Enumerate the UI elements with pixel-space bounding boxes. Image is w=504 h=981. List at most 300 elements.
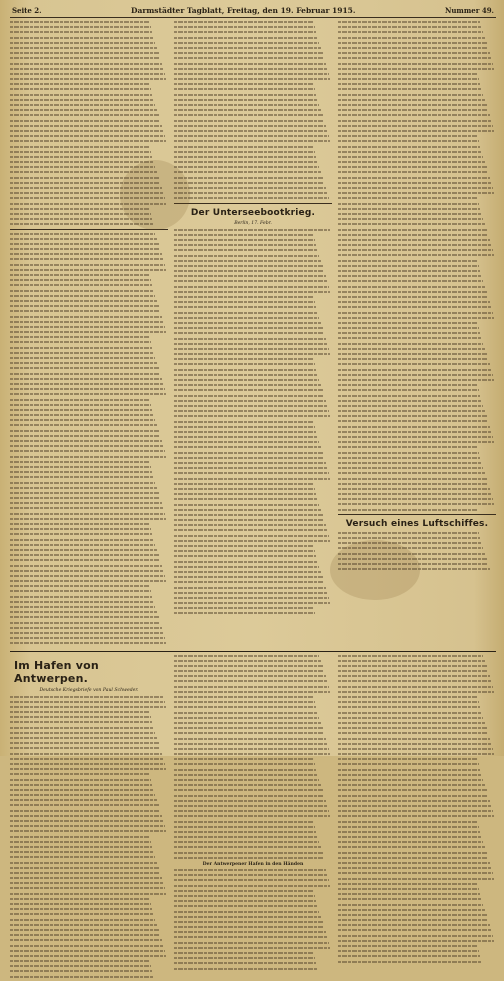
text-line bbox=[10, 763, 165, 765]
text-line bbox=[10, 882, 163, 884]
text-line bbox=[174, 431, 316, 433]
text-line bbox=[174, 957, 315, 959]
text-line bbox=[338, 493, 491, 495]
masthead-line: Darmstädter Tagblatt, Freitag, den 19. Februar 1915. bbox=[131, 6, 356, 15]
text-line bbox=[338, 914, 487, 916]
text-line bbox=[10, 99, 154, 101]
text-line bbox=[174, 88, 315, 90]
text-line bbox=[338, 280, 483, 282]
text-line bbox=[174, 488, 315, 490]
text-line bbox=[174, 670, 324, 672]
column-middle-lower bbox=[174, 655, 332, 981]
text-line bbox=[174, 753, 330, 755]
text-line bbox=[10, 347, 152, 349]
text-line bbox=[338, 898, 482, 900]
text-line bbox=[338, 83, 480, 85]
text-line bbox=[338, 415, 487, 417]
text-line bbox=[174, 926, 324, 928]
text-line bbox=[338, 909, 485, 911]
text-line bbox=[10, 445, 163, 447]
text-line bbox=[10, 378, 162, 380]
text-line bbox=[174, 846, 321, 848]
text-line bbox=[338, 748, 493, 750]
text-line bbox=[10, 877, 162, 879]
text-line bbox=[174, 592, 327, 594]
text-line bbox=[174, 566, 319, 568]
text-line bbox=[338, 426, 490, 428]
text-line bbox=[10, 233, 155, 235]
text-line bbox=[10, 310, 160, 312]
text-line bbox=[10, 903, 151, 905]
text-line bbox=[338, 701, 479, 703]
text-line bbox=[174, 192, 327, 194]
text-line bbox=[10, 352, 154, 354]
text-line bbox=[10, 887, 165, 889]
text-line bbox=[10, 570, 163, 572]
text-line bbox=[338, 774, 482, 776]
text-line bbox=[338, 187, 493, 189]
text-line bbox=[174, 363, 315, 365]
text-line bbox=[174, 353, 330, 355]
text-line bbox=[338, 446, 477, 448]
text-line bbox=[10, 383, 163, 385]
text-line bbox=[10, 466, 151, 468]
text-line bbox=[174, 171, 321, 173]
text-line bbox=[10, 955, 166, 957]
text-line bbox=[174, 52, 323, 54]
text-line bbox=[10, 258, 163, 260]
text-line bbox=[338, 57, 491, 59]
text-line bbox=[10, 151, 151, 153]
text-line bbox=[338, 73, 477, 75]
page-header bbox=[10, 6, 496, 18]
upper-columns bbox=[10, 21, 496, 648]
text-line bbox=[10, 960, 149, 962]
text-line bbox=[174, 535, 329, 537]
page-number: Seite 2. bbox=[12, 6, 42, 15]
text-line bbox=[338, 405, 483, 407]
text-line bbox=[174, 701, 315, 703]
text-line bbox=[338, 872, 493, 874]
text-line bbox=[10, 78, 166, 80]
text-line bbox=[10, 825, 165, 827]
text-line bbox=[338, 488, 490, 490]
text-line bbox=[174, 452, 323, 454]
text-line bbox=[10, 373, 160, 375]
text-line bbox=[174, 509, 321, 511]
text-line bbox=[10, 238, 157, 240]
text-line bbox=[338, 177, 490, 179]
text-line bbox=[10, 248, 160, 250]
text-line bbox=[10, 461, 149, 463]
text-line bbox=[338, 389, 479, 391]
text-line bbox=[10, 590, 151, 592]
text-line bbox=[338, 156, 483, 158]
text-line bbox=[10, 47, 157, 49]
text-line bbox=[338, 441, 494, 443]
text-line bbox=[338, 348, 485, 350]
text-line bbox=[10, 341, 151, 343]
text-line bbox=[174, 561, 318, 563]
text-line bbox=[174, 779, 319, 781]
text-line bbox=[174, 296, 313, 298]
text-line bbox=[338, 94, 483, 96]
text-line bbox=[174, 717, 319, 719]
text-line bbox=[10, 611, 157, 613]
subheading-hafen: Der Antwerpener Hafen in den Händen bbox=[202, 862, 304, 867]
text-line bbox=[10, 732, 155, 734]
text-line bbox=[338, 784, 485, 786]
text-line bbox=[174, 962, 316, 964]
text-line bbox=[10, 851, 154, 853]
text-line bbox=[10, 799, 157, 801]
text-line bbox=[174, 348, 329, 350]
text-line bbox=[174, 815, 330, 817]
text-line bbox=[10, 606, 155, 608]
text-line bbox=[10, 830, 166, 832]
text-line bbox=[338, 358, 488, 360]
text-line bbox=[338, 130, 494, 132]
text-line bbox=[174, 529, 327, 531]
text-block bbox=[10, 233, 168, 645]
text-line bbox=[174, 457, 324, 459]
column-right-lower bbox=[338, 655, 496, 981]
text-line bbox=[338, 727, 487, 729]
text-line bbox=[174, 942, 329, 944]
text-line bbox=[174, 379, 319, 381]
text-line bbox=[10, 820, 163, 822]
text-line bbox=[174, 415, 330, 417]
text-line bbox=[174, 514, 323, 516]
text-line bbox=[174, 738, 326, 740]
text-line bbox=[10, 924, 157, 926]
text-line bbox=[10, 430, 159, 432]
text-line bbox=[174, 789, 323, 791]
text-line bbox=[10, 794, 155, 796]
text-line bbox=[338, 270, 480, 272]
text-line bbox=[10, 68, 163, 70]
text-line bbox=[338, 369, 491, 371]
text-line bbox=[174, 161, 318, 163]
text-line bbox=[174, 37, 318, 39]
text-line bbox=[174, 369, 316, 371]
text-line bbox=[174, 805, 327, 807]
text-line bbox=[174, 166, 319, 168]
lower-section bbox=[10, 651, 496, 981]
text-line bbox=[338, 553, 485, 555]
text-line bbox=[10, 815, 162, 817]
text-line bbox=[10, 300, 157, 302]
text-line bbox=[338, 151, 482, 153]
text-line bbox=[338, 568, 490, 570]
text-line bbox=[10, 862, 157, 864]
text-line bbox=[174, 140, 330, 142]
text-line bbox=[338, 924, 490, 926]
text-line bbox=[174, 63, 326, 65]
text-line bbox=[174, 156, 316, 158]
text-line bbox=[174, 441, 319, 443]
text-line bbox=[10, 804, 159, 806]
text-line bbox=[10, 393, 166, 395]
text-line bbox=[174, 57, 324, 59]
text-line bbox=[10, 970, 152, 972]
text-line bbox=[338, 161, 485, 163]
text-line bbox=[174, 421, 313, 423]
article-title-unterseeboot: Der Unterseebootkrieg. bbox=[190, 207, 316, 218]
text-line bbox=[338, 738, 490, 740]
text-line bbox=[10, 203, 166, 205]
text-line bbox=[174, 83, 313, 85]
text-line bbox=[338, 146, 480, 148]
text-line bbox=[338, 410, 485, 412]
text-line bbox=[338, 120, 491, 122]
text-line bbox=[10, 146, 149, 148]
text-line bbox=[174, 104, 319, 106]
text-line bbox=[338, 680, 491, 682]
text-line bbox=[338, 467, 483, 469]
text-line bbox=[10, 321, 163, 323]
text-line bbox=[174, 784, 321, 786]
text-line bbox=[10, 492, 159, 494]
text-line bbox=[10, 701, 165, 703]
text-line bbox=[10, 950, 165, 952]
text-line bbox=[338, 213, 482, 215]
text-line bbox=[174, 879, 329, 881]
text-line bbox=[10, 26, 151, 28]
text-line bbox=[174, 869, 326, 871]
text-line bbox=[10, 867, 159, 869]
text-line bbox=[338, 254, 494, 256]
text-line bbox=[10, 274, 149, 276]
text-line bbox=[10, 73, 165, 75]
text-line bbox=[174, 911, 319, 913]
text-line bbox=[174, 826, 315, 828]
text-line bbox=[10, 934, 160, 936]
text-line bbox=[174, 467, 327, 469]
text-line bbox=[10, 544, 155, 546]
text-line bbox=[174, 327, 323, 329]
text-line bbox=[338, 208, 480, 210]
text-line bbox=[10, 94, 152, 96]
text-line bbox=[174, 99, 318, 101]
text-line bbox=[10, 939, 162, 941]
text-line bbox=[174, 571, 321, 573]
text-line bbox=[174, 73, 329, 75]
text-block bbox=[10, 21, 168, 225]
text-line bbox=[338, 795, 488, 797]
text-line bbox=[10, 965, 151, 967]
text-line bbox=[10, 156, 152, 158]
text-line bbox=[174, 774, 318, 776]
text-line bbox=[338, 706, 480, 708]
text-line bbox=[338, 722, 485, 724]
text-line bbox=[10, 362, 157, 364]
text-line bbox=[338, 384, 477, 386]
text-line bbox=[174, 405, 327, 407]
text-line bbox=[174, 696, 313, 698]
text-line bbox=[338, 945, 477, 947]
column-middle bbox=[174, 21, 332, 648]
text-line bbox=[10, 513, 165, 515]
text-line bbox=[10, 135, 165, 137]
text-line bbox=[10, 476, 154, 478]
article-body bbox=[10, 696, 168, 978]
text-line bbox=[10, 104, 155, 106]
text-line bbox=[338, 63, 493, 65]
text-block bbox=[338, 21, 496, 511]
text-line bbox=[174, 78, 330, 80]
text-line bbox=[174, 576, 323, 578]
text-line bbox=[174, 597, 329, 599]
text-line bbox=[10, 810, 160, 812]
text-line bbox=[338, 831, 480, 833]
text-line bbox=[338, 769, 480, 771]
text-line bbox=[174, 317, 319, 319]
text-line bbox=[338, 239, 490, 241]
text-line bbox=[338, 841, 483, 843]
text-line bbox=[174, 410, 329, 412]
text-line bbox=[174, 21, 313, 23]
text-line bbox=[10, 161, 154, 163]
article-body bbox=[174, 229, 332, 615]
text-line bbox=[10, 616, 159, 618]
text-line bbox=[338, 37, 485, 39]
text-line bbox=[338, 332, 480, 334]
text-line bbox=[338, 691, 494, 693]
text-line bbox=[10, 919, 155, 921]
text-line bbox=[10, 197, 165, 199]
text-line bbox=[174, 524, 326, 526]
text-line bbox=[338, 478, 487, 480]
text-line bbox=[174, 686, 329, 688]
text-line bbox=[10, 290, 154, 292]
text-line bbox=[338, 904, 483, 906]
text-line bbox=[338, 753, 494, 755]
text-line bbox=[10, 471, 152, 473]
text-line bbox=[338, 655, 483, 657]
text-line bbox=[338, 789, 487, 791]
text-line bbox=[338, 503, 494, 505]
text-line bbox=[10, 269, 166, 271]
text-line bbox=[338, 717, 483, 719]
text-line bbox=[10, 326, 165, 328]
text-line bbox=[10, 768, 166, 770]
byline: Deutsche Kriegsbriefe von Paul Schweder. bbox=[39, 687, 139, 693]
text-line bbox=[174, 890, 313, 892]
text-line bbox=[338, 275, 482, 277]
dateline: Berlin, 17. Febr. bbox=[234, 220, 272, 226]
text-line bbox=[338, 547, 483, 549]
text-line bbox=[10, 580, 166, 582]
text-line bbox=[338, 457, 480, 459]
text-line bbox=[10, 565, 162, 567]
text-line bbox=[174, 874, 327, 876]
text-line bbox=[10, 120, 160, 122]
text-line bbox=[174, 800, 326, 802]
text-line bbox=[174, 916, 321, 918]
text-line bbox=[338, 171, 488, 173]
text-line bbox=[10, 737, 157, 739]
text-line bbox=[10, 841, 151, 843]
text-line bbox=[10, 409, 152, 411]
text-line bbox=[10, 404, 151, 406]
text-line bbox=[174, 810, 329, 812]
text-line bbox=[10, 898, 149, 900]
text-line bbox=[10, 872, 160, 874]
text-line bbox=[338, 867, 491, 869]
text-line bbox=[10, 331, 166, 333]
text-line bbox=[10, 976, 154, 978]
text-line bbox=[338, 229, 487, 231]
text-line bbox=[10, 419, 155, 421]
text-line bbox=[10, 336, 149, 338]
text-line bbox=[338, 26, 482, 28]
text-line bbox=[338, 400, 482, 402]
text-line bbox=[338, 353, 487, 355]
text-line bbox=[338, 374, 493, 376]
text-line bbox=[338, 52, 490, 54]
text-line bbox=[10, 716, 151, 718]
text-line bbox=[10, 596, 152, 598]
text-line bbox=[10, 388, 165, 390]
text-line bbox=[174, 255, 319, 257]
text-line bbox=[338, 218, 483, 220]
text-line bbox=[338, 836, 482, 838]
text-line bbox=[174, 182, 324, 184]
text-line bbox=[10, 747, 160, 749]
text-line bbox=[338, 472, 485, 474]
text-line bbox=[174, 504, 319, 506]
text-line bbox=[174, 706, 316, 708]
text-line bbox=[10, 706, 166, 708]
article-body bbox=[338, 655, 496, 963]
text-line bbox=[10, 836, 149, 838]
text-line bbox=[338, 846, 485, 848]
text-line bbox=[174, 555, 316, 557]
text-line bbox=[10, 57, 160, 59]
text-line bbox=[174, 540, 330, 542]
text-line bbox=[174, 462, 326, 464]
text-line bbox=[338, 265, 479, 267]
text-line bbox=[10, 295, 155, 297]
text-line bbox=[174, 229, 330, 231]
text-line bbox=[10, 642, 166, 644]
text-line bbox=[174, 857, 324, 859]
text-line bbox=[174, 275, 326, 277]
text-line bbox=[174, 769, 316, 771]
text-line bbox=[338, 532, 479, 534]
text-line bbox=[10, 440, 162, 442]
text-line bbox=[10, 742, 159, 744]
text-line bbox=[10, 284, 152, 286]
text-line bbox=[10, 622, 160, 624]
text-line bbox=[10, 316, 162, 318]
text-line bbox=[10, 367, 159, 369]
text-line bbox=[174, 841, 319, 843]
text-line bbox=[338, 21, 480, 23]
text-line bbox=[174, 900, 316, 902]
text-line bbox=[10, 711, 149, 713]
text-line bbox=[338, 779, 483, 781]
text-line bbox=[338, 940, 494, 942]
text-line bbox=[10, 63, 162, 65]
text-line bbox=[10, 727, 154, 729]
text-line bbox=[10, 533, 152, 535]
text-line bbox=[338, 99, 485, 101]
text-line bbox=[10, 52, 159, 54]
issue-number: Nummer 49. bbox=[444, 6, 494, 15]
text-line bbox=[174, 612, 315, 614]
